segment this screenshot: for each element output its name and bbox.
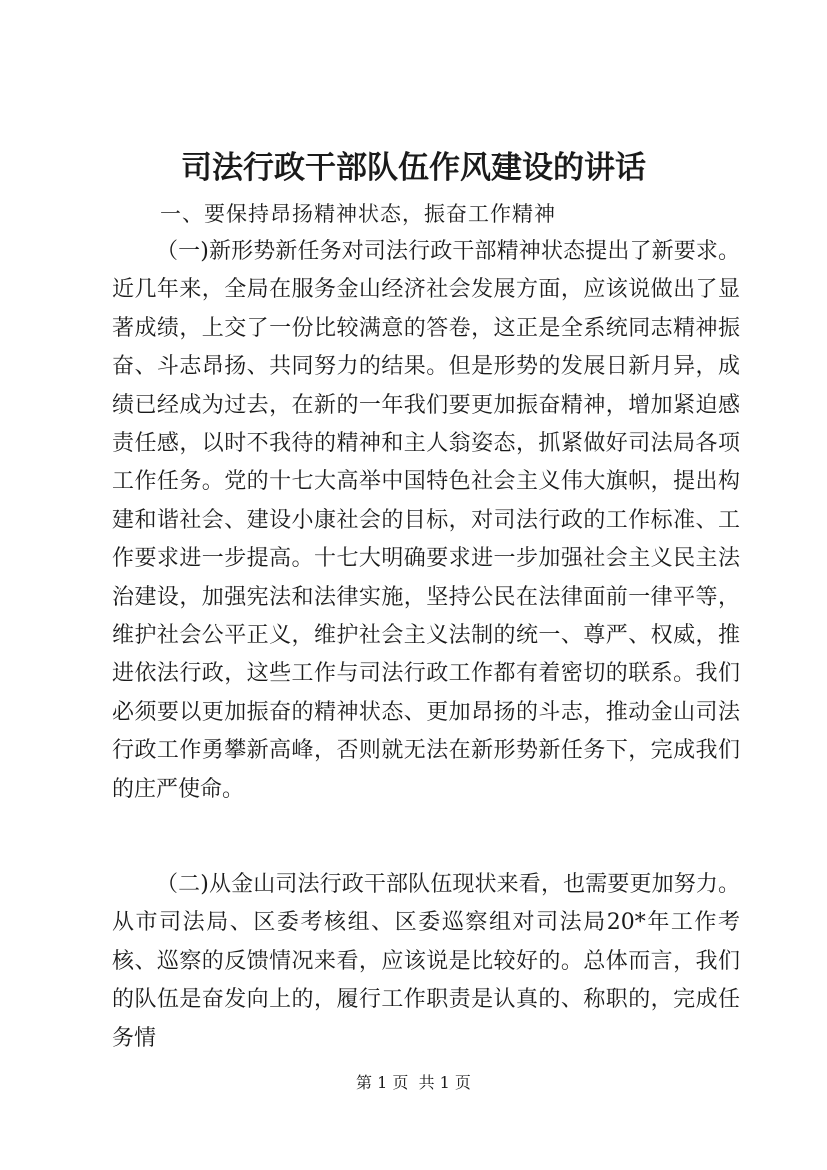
body-paragraph-1: （一)新形势新任务对司法行政干部精神状态提出了新要求。近几年来，全局在服务金山经济社会发展方面，应该说做出了显著成绩，上交了一份比较满意的答卷，这正是全系统同志精神振奋、斗志昂扬、共同努力的结果。但是形势的发展日新月异，成绩已经成为过去，在新的一年我们要更加振奋精神，增加紧迫感责任感，以时不我待的精神和主人翁姿态，抓紧做好司法局各项工作任务。党的十七大高举中国特色社会主义伟大旗帜，提出构建和谐社会、建设小康社会的目标，对司法行政的工作标准、工作要求进一步提高。十七大明确要求进一步加强社会主义民主法治建设，加强宪法和法律实施，坚持公民在法律面前一律平等，维护社会公平正义，维护社会主义法制的统一、尊严、权威，推进依法行政，这些工作与司法行政工作都有着密切的联系。我们必须要以更加振奋的精神状态、更加昂扬的斗志，推动金山司法行政工作勇攀新高峰，否则就无法在新形势新任务下，完成我们的庄严使命。 (112, 239, 740, 802)
page-number-footer: 第 1 页 共 1 页 (356, 1073, 471, 1092)
body-paragraph-2: （二)从金山司法行政干部队伍现状来看，也需要更加努力。从市司法局、区委考核组、区委巡察组对司法局20*年工作考核、巡察的反馈情况来看，应该说是比较好的。总体而言，我们的队伍是奋发向上的，履行工作职责是认真的、称职的，完成任务情 (112, 872, 740, 1051)
document-title: 司法行政干部队伍作风建设的讲话 (181, 150, 646, 186)
section-heading: 一、要保持昂扬精神状态，振奋工作精神 (160, 202, 556, 226)
